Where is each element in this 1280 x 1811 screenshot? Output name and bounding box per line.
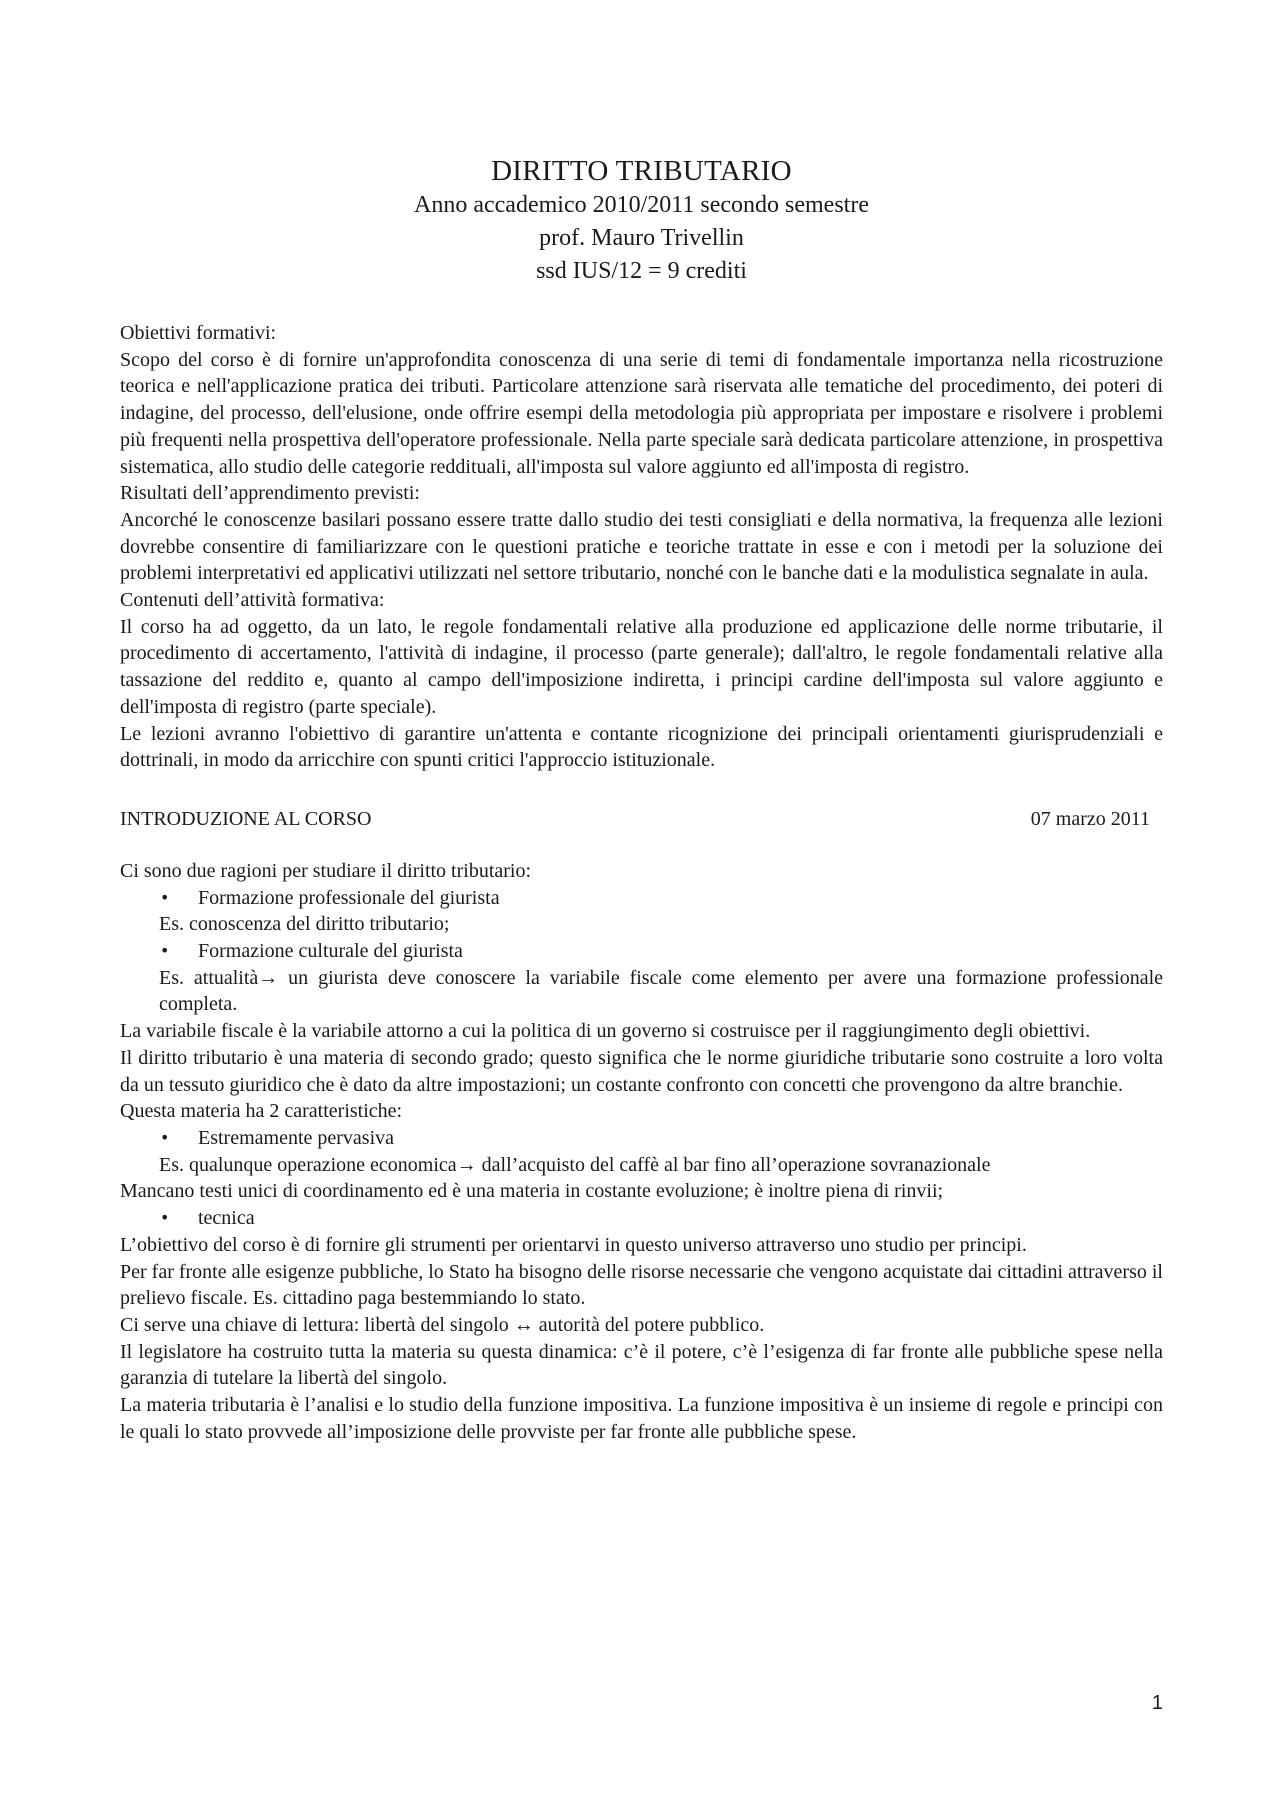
document-title: DIRITTO TRIBUTARIO (491, 155, 792, 187)
section-header (120, 806, 1163, 832)
intro-paragraph-10: La materia tributaria è l’analisi e lo studio della funzione impositiva. La funzione impositiva è un insieme di regole e principi con le quali lo stato provvede all’imposizione delle provviste per far fronte alle pubbliche spese. (120, 1394, 1163, 1443)
list-item: • Estremamente pervasiva (120, 1125, 1163, 1152)
intro-paragraph-7: Per far fronte alle esigenze pubbliche, lo Stato ha bisogno delle risorse necessarie che vengono acquistate dai cittadini attraverso il prelievo fiscale. Es. cittadino paga bestemmiando lo stato. (120, 1260, 1163, 1310)
intro-paragraph-1: Ci sono due ragioni per studiare il diritto tributario: (120, 859, 532, 882)
title-block (120, 153, 1163, 288)
example-1: Es. conoscenza del diritto tributario; (159, 913, 450, 936)
intro-paragraph-2: La variabile fiscale è la variabile attorno a cui la politica di un governo si costruisce per il raggiungimento degli obiettivi. (120, 1020, 1091, 1043)
characteristics-list-2 (120, 1205, 1163, 1232)
section-date: 07 marzo 2011 (1030, 807, 1150, 830)
credits-info: ssd IUS/12 = 9 crediti (536, 258, 747, 284)
intro-paragraph-9: Il legislatore ha costruito tutta la materia su questa dinamica: c’è il potere, c’è l’esigenza di far fronte alle pubbliche spese nella garanzia di tutelare la libertà del singolo. (120, 1340, 1163, 1390)
intro-paragraph-3: Il diritto tributario è una materia di secondo grado; questo significa che le norme giuridiche tributarie sono costruite a loro volta da un tessuto giuridico che è dato da altre impostazioni; un costante confronto con concetti che provengono da altre branchie. (120, 1046, 1163, 1096)
lezioni-paragraph: Le lezioni avranno l'obiettivo di garantire un'attenta e contante ricognizione dei principali orientamenti giurisprudenziali e dottrinali, in modo da arricchire con spunti critici l'approccio istituzionale. (120, 722, 1163, 772)
list-item: • Formazione culturale del giurista (120, 938, 1163, 965)
academic-year: Anno accademico 2010/2011 secondo semestre (414, 192, 869, 218)
section-title: INTRODUZIONE AL CORSO (120, 807, 372, 830)
intro-paragraph-6: L’obiettivo del corso è di fornire gli strumenti per orientarvi in questo universo attraverso uno studio per principi. (120, 1233, 1027, 1256)
reasons-list-2 (120, 938, 1163, 965)
reasons-list (120, 885, 1163, 912)
intro-paragraph-8: Ci serve una chiave di lettura: libertà del singolo ↔ autorità del potere pubblico. (120, 1313, 765, 1336)
intro-paragraph-4: Questa materia ha 2 caratteristiche: (120, 1100, 403, 1123)
list-item: • Formazione professionale del giurista (120, 885, 1163, 912)
obiettivi-heading: Obiettivi formativi: (120, 322, 277, 344)
professor-name: prof. Mauro Trivellin (539, 225, 744, 251)
page-number: 1 (1151, 1692, 1163, 1714)
risultati-paragraph: Ancorché le conoscenze basilari possano essere tratte dallo studio dei testi consigliati e della normativa, la frequenza alle lezioni dovrebbe consentire di familiarizzare con le questioni pratiche e teoriche trattate in esse e con i metodi per la soluzione dei problemi interpretativi ed applicativi utilizzati nel settore tributario, nonché con le banche dati e la modulistica segnalate in aula. (120, 508, 1163, 585)
characteristics-list (120, 1125, 1163, 1152)
syllabus-section (120, 320, 1163, 774)
list-item: • tecnica (120, 1205, 1163, 1232)
contenuti-paragraph: Il corso ha ad oggetto, da un lato, le regole fondamentali relative alla produzione ed applicazione delle norme tributarie, il procedimento di accertamento, l'attività di indagine, il processo (parte generale); dall'altro, le regole fondamentali relative alla tassazione del reddito e, quanto al campo dell'imposizione indiretta, i principi cardine dell'imposta sul valore aggiunto e dell'imposta di registro (parte speciale). (120, 615, 1163, 718)
contenuti-heading: Contenuti dell’attività formativa: (120, 589, 385, 612)
obiettivi-paragraph: Scopo del corso è di fornire un'approfondita conoscenza di una serie di temi di fondamentale importanza nella ricostruzione teorica e nell'applicazione pratica dei tributi. Particolare attenzione sarà riservata alle tematiche del procedimento, dei poteri di indagine, del processo, dell'elusione, onde offrire esempi della metodologia più appropriata per impostare e risolvere i problemi più frequenti nella prospettiva dell'operatore professionale. Nella parte speciale sarà dedicata particolare attenzione, in prospettiva sistematica, allo studio delle categorie reddituali, all'imposta sul valore aggiunto ed all'imposta di registro. (120, 348, 1163, 478)
example-2: Es. attualità→ un giurista deve conoscere la variabile fiscale come elemento per avere una formazione professionale completa. (159, 966, 1163, 1016)
intro-paragraph-5: Mancano testi unici di coordinamento ed è una materia in costante evoluzione; è inoltre piena di rinvii; (120, 1180, 944, 1203)
intro-section (120, 858, 1163, 1445)
example-3: Es. qualunque operazione economica→ dall’acquisto del caffè al bar fino all’operazione sovranazionale (159, 1153, 991, 1176)
risultati-heading: Risultati dell’apprendimento previsti: (120, 482, 420, 505)
